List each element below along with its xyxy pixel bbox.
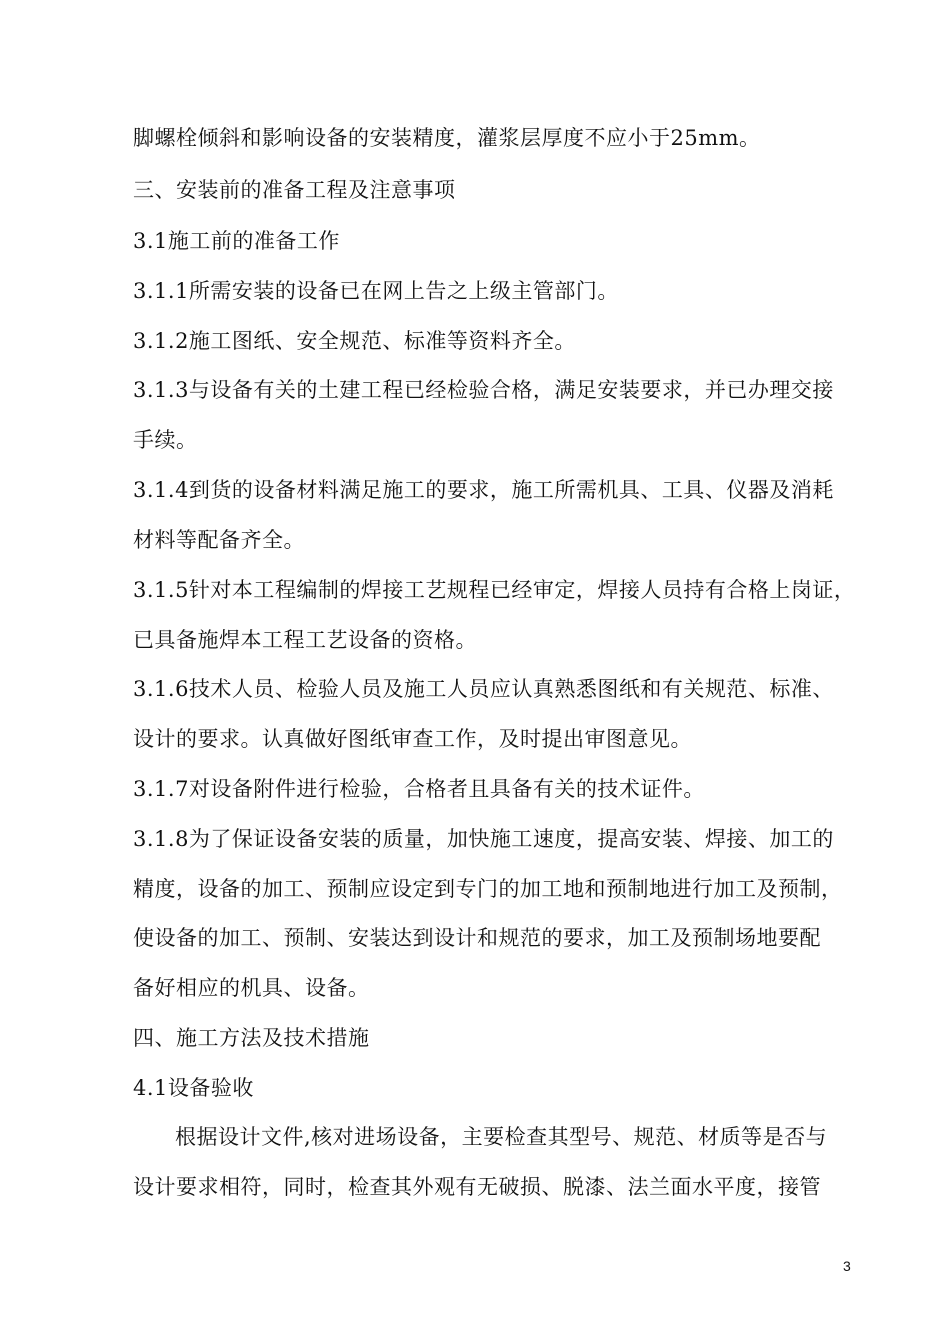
text-line: 3.1.1所需安装的设备已在网上告之上级主管部门。 (133, 279, 619, 303)
text-line: 3.1.2施工图纸、安全规范、标准等资料齐全。 (133, 329, 576, 353)
text-line: 备好相应的机具、设备。 (133, 976, 370, 1000)
text-line: 脚螺栓倾斜和影响设备的安装精度，灌浆层厚度不应小于25mm。 (133, 126, 761, 150)
paragraph-line: 设计要求相符，同时，检查其外观有无破损、脱漆、法兰面水平度，接管 (133, 1175, 821, 1199)
text-line: 使设备的加工、预制、安装达到设计和规范的要求，加工及预制场地要配 (133, 926, 821, 950)
subsection-heading: 4.1设备验收 (133, 1076, 254, 1100)
page-number: 3 (843, 1258, 851, 1274)
subsection-heading: 3.1施工前的准备工作 (133, 229, 340, 253)
text-line: 3.1.6技术人员、检验人员及施工人员应认真熟悉图纸和有关规范、标准、 (133, 677, 834, 701)
text-line: 精度，设备的加工、预制应设定到专门的加工地和预制地进行加工及预制， (133, 877, 843, 901)
section-heading: 三、安装前的准备工程及注意事项 (133, 178, 456, 202)
text-line: 3.1.4到货的设备材料满足施工的要求，施工所需机具、工具、仪器及消耗 (133, 478, 834, 502)
text-line: 手续。 (133, 428, 198, 452)
text-line: 设计的要求。认真做好图纸审查工作，及时提出审图意见。 (133, 727, 692, 751)
text-line: 3.1.5针对本工程编制的焊接工艺规程已经审定，焊接人员持有合格上岗证， (133, 578, 856, 602)
text-line: 3.1.3与设备有关的土建工程已经检验合格，满足安装要求，并已办理交接 (133, 378, 834, 402)
text-line: 3.1.8为了保证设备安装的质量，加快施工速度，提高安装、焊接、加工的 (133, 827, 834, 851)
text-line: 3.1.7对设备附件进行检验，合格者且具备有关的技术证件。 (133, 777, 705, 801)
text-line: 已具备施焊本工程工艺设备的资格。 (133, 628, 477, 652)
paragraph-line: 根据设计文件,核对进场设备，主要检查其型号、规范、材质等是否与 (175, 1125, 828, 1149)
text-line: 材料等配备齐全。 (133, 528, 305, 552)
section-heading: 四、施工方法及技术措施 (133, 1026, 370, 1050)
